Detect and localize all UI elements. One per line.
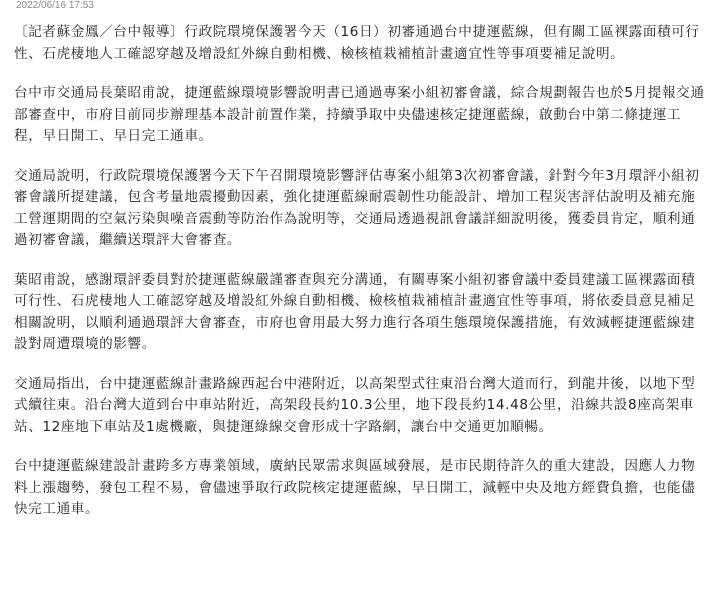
- article-paragraph-1: 〔記者蘇金鳳／台中報導〕行政院環境保護署今天（16日）初審通過台中捷運藍線，但有關工區裸露面積可行性、石虎棲地人工確認穿越及增設紅外線自動相機、檢核植栽補植計畫適宜性等事項要補足說明。: [14, 24, 700, 62]
- publish-timestamp: 2022/06/16 17:53: [16, 0, 94, 11]
- article-paragraph-5: 交通局指出，台中捷運藍線計畫路線西起台中港附近，以高架型式往東沿台灣大道而行，到龍井後，以地下型式續往東。沿台灣大道到台中車站附近，高架段長約10.3公里，地下段長約14.48公里，沿線共設8座高架車站、12座地下車站及1處機廠，與捷運綠線交會形成十字路網，讓台中交通更加順暢。: [14, 375, 696, 435]
- article-paragraph-2: 台中市交通局長葉昭甫說，捷運藍線環境影響說明書已通過專案小組初審會議，綜合規劃報告也於5月提報交通部審查中，市府目前同步辦理基本設計前置作業，持續爭取中央儘速核定捷運藍線，啟動台中第二條捷運工程，早日開工、早日完工通車。: [14, 85, 705, 144]
- article-paragraph-4: 葉昭甫說，感謝環評委員對於捷運藍線嚴謹審查與充分溝通，有關專案小組初審會議中委員建議工區裸露面積可行性、石虎棲地人工確認穿越及增設紅外線自動相機、檢核植栽補植計畫適宜性等事項，將依委員意見補足相關說明，以順利通過環評大會審查，市府也會用最大努力進行各項生態環境保護措施，有效減輕捷運藍線建設對周遭環境的影響。: [14, 271, 696, 352]
- article-paragraph-3: 交通局說明，行政院環境保護署今天下午召開環境影響評估專案小組第3次初審會議，針對今年3月環評小組初審會議所提建議，包含考量地震擾動因素，強化捷運藍線耐震韌性功能設計、增加工程災害評估說明及補充施工營運期間的空氣污染與噪音震動等防治作為說明等，交通局透過視訊會議詳細說明後，獲委員肯定，順利通過初審會議，繼續送環評大會審查。: [14, 167, 700, 248]
- article-paragraph-6: 台中捷運藍線建設計畫跨多方專業領域，廣納民眾需求與區域發展，是市民期待許久的重大建設，因應人力物料上漲趨勢，發包工程不易，會儘速爭取行政院核定捷運藍線，早日開工，減輕中央及地方經費負擔，也能儘快完工通車。: [14, 458, 696, 517]
